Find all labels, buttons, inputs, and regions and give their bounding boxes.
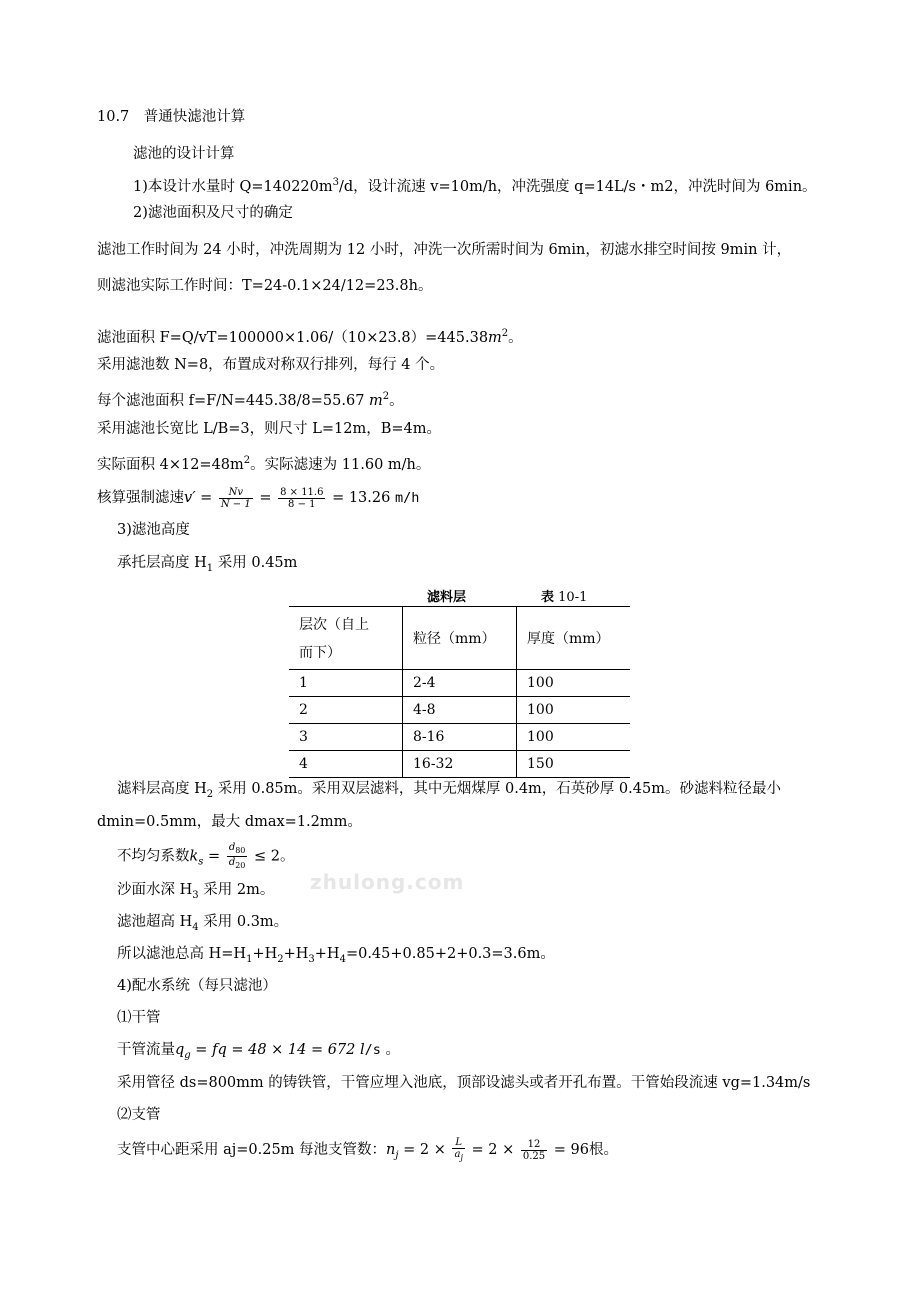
section-title: 10.7 普通快滤池计算 (97, 109, 246, 125)
fraction-nv: $\frac{Nv}{N - 1}$ (220, 486, 251, 510)
paragraph-aspect-ratio: 采用滤池长宽比 L/B=3，则尺寸 L=12m，B=4m。 (97, 421, 442, 437)
paragraph-actual-time: 则滤池实际工作时间：T=24-0.1×24/12=23.8h。 (97, 278, 433, 294)
table-header-row (289, 607, 630, 670)
header-particle-size: 粒径（mm） (403, 607, 517, 670)
table-row: 2 4-8 100 (289, 697, 630, 724)
fraction-values: $\frac{8 \times 11.6}{8 - 1}$ (280, 486, 324, 510)
paragraph-working-time: 滤池工作时间为 24 小时，冲洗周期为 12 小时，冲洗一次所需时间为 6min，初滤水排空时间按 9min 计， (97, 242, 792, 258)
paragraph-filter-count: 采用滤池数 N=8，布置成对称双行排列，每行 4 个。 (97, 357, 445, 373)
fraction-d80-d20: $\frac{d_{80}}{d_{20}}$ (228, 842, 246, 870)
header-layer: 层次（自上 而下） (289, 607, 403, 670)
table-caption-number: 表 10-1 (541, 590, 588, 605)
paragraph-media-layer: 滤料层高度 $H_2$ 采用 0.85m。采用双层滤料，其中无烟煤厚 0.4m，石英砂厚 0.45m。砂滤料粒径最小 (117, 781, 781, 800)
paragraph-distribution-heading: 4)配水系统（每只滤池） (117, 978, 277, 994)
fraction-l-aj: $\frac{L}{a_j}$ (454, 1137, 463, 1162)
paragraph-water-depth: 沙面水深 $H_3$ 采用 2m。 (117, 882, 275, 901)
table-caption-title: 滤料层 (427, 590, 467, 605)
paragraph-grain-size: dmin=0.5mm，最大 dmax=1.2mm。 (97, 814, 362, 830)
paragraph-total-height: 所以滤池总高 $H=H_1+H_2+H_3+H_4=0.45+0.85+2+0.3=3.6m$。 (117, 946, 555, 965)
table-row: 3 8-16 100 (289, 724, 630, 751)
fraction-12-025: $\frac{12}{0.25}$ (522, 1138, 546, 1162)
paragraph-design-flow: 1)本设计水量时 $Q=140220m^3/d$，设计流速 v=10m/h，冲洗强度 q=14L/s・m2，冲洗时间为 6min。 (133, 177, 817, 195)
table-row: 4 16-32 150 (289, 751, 630, 778)
paragraph-pipe-diameter: 采用管径 ds=800mm 的铸铁管，干管应埋入池底，顶部设滤头或者开孔布置。干管始段流速 vg=1.34m/s (117, 1075, 811, 1091)
paragraph-support-layer: 承托层高度 $H_1$ 采用 0.45m (117, 555, 298, 574)
paragraph-main-pipe-heading: ⑴干管 (117, 1010, 161, 1026)
paragraph-filter-area: 滤池面积 $F=Q/vT=100000\times 1.06/(10\times 23.8)=445.38m^2$。 (97, 328, 523, 346)
paragraph-freeboard: 滤池超高 $H_4$ 采用 0.3m。 (117, 914, 289, 933)
paragraph-actual-area: 实际面积 $4\times 12=48m^2$。实际滤速为 11.60 m/h。 (97, 455, 431, 473)
paragraph-area-size-heading: 2)滤池面积及尺寸的确定 (133, 205, 293, 221)
filter-media-table (289, 606, 630, 778)
paragraph-branch-pipe-heading: ⑵支管 (117, 1107, 161, 1123)
paragraph-single-area: 每个滤池面积 f=F/N=445.38/8=55.67 $m^2$。 (97, 391, 404, 409)
table-row: 1 2-4 100 (289, 670, 630, 697)
paragraph-uniformity: 不均匀系数$k_s$ = $\frac{d_{80}}{d_{20}}$ ≤ 2。 (117, 842, 295, 870)
header-thickness: 厚度（mm） (517, 607, 631, 670)
paragraph-branch-pipes: 支管中心距采用 aj=0.25m 每池支管数：$n_j = 2$ × $\frac{L}{a_j}$ = 2 × $\frac{12}{0.25}$ = 96根。 (117, 1137, 618, 1162)
paragraph-forced-speed: 核算强制滤速v′ = $\frac{Nv}{N - 1}$ = $\frac{8 \times 11.6}{8 - 1}$ = 13.26 m/h (97, 486, 420, 510)
watermark: zhulong.com (310, 870, 465, 894)
paragraph-design-calc: 滤池的设计计算 (133, 146, 235, 162)
paragraph-height-heading: 3)滤池高度 (117, 522, 190, 538)
paragraph-main-pipe-flow: 干管流量$q_g$ = fq = 48 × 14 = 672 l/s 。 (117, 1042, 401, 1061)
